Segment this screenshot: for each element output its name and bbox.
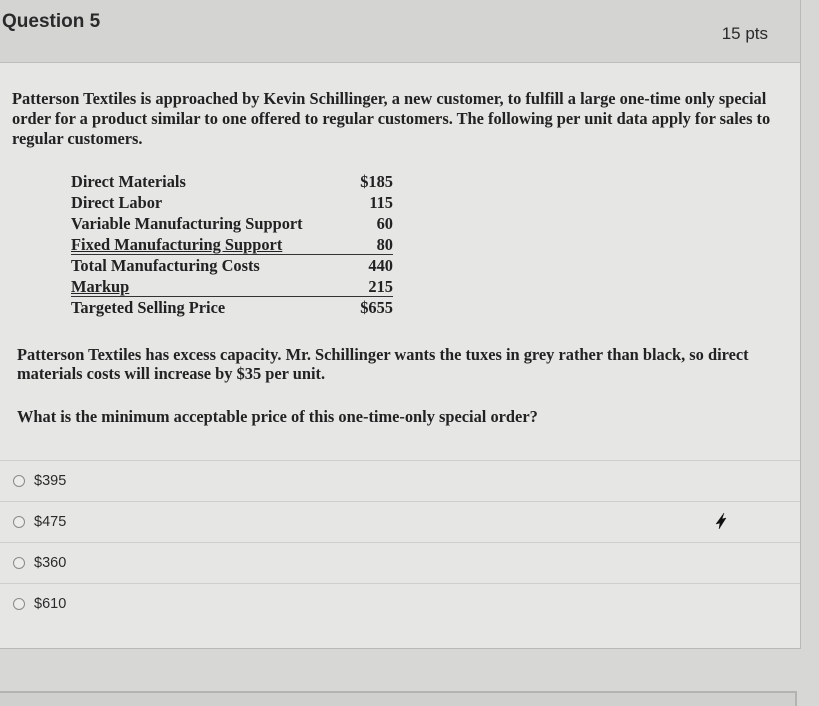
cost-value: 215: [368, 277, 393, 296]
cost-row: [71, 255, 393, 276]
answer-option[interactable]: [0, 583, 800, 624]
radio-button[interactable]: [13, 598, 25, 610]
cost-table: [71, 171, 393, 318]
answer-label[interactable]: $395: [34, 473, 67, 489]
cost-value: $185: [360, 172, 393, 191]
cost-value: 80: [376, 235, 393, 254]
cost-label: Variable Manufacturing Support: [71, 214, 303, 233]
answer-option[interactable]: [0, 460, 800, 501]
answer-list: [0, 460, 800, 624]
radio-button[interactable]: [13, 516, 25, 528]
answer-label[interactable]: $610: [34, 596, 67, 612]
answer-label[interactable]: $360: [34, 555, 67, 571]
cost-label: Fixed Manufacturing Support: [71, 235, 283, 254]
cost-value: $655: [360, 298, 393, 317]
cost-label: Markup: [71, 277, 130, 296]
answer-option[interactable]: [0, 501, 800, 542]
cost-label: Total Manufacturing Costs: [71, 256, 260, 275]
cost-label: Targeted Selling Price: [71, 298, 226, 317]
radio-button[interactable]: [13, 475, 25, 487]
cost-value: 115: [369, 193, 393, 212]
cost-label: Direct Materials: [71, 172, 186, 191]
mouse-pointer-icon: [710, 510, 730, 532]
cost-row: [71, 276, 393, 297]
cost-row: [71, 297, 393, 318]
cost-label: Direct Labor: [71, 193, 163, 212]
answer-option[interactable]: [0, 542, 800, 583]
cost-row: [71, 171, 393, 192]
cost-row: [71, 192, 393, 213]
cost-row: [71, 213, 393, 234]
question-header: [0, 0, 800, 63]
question-prompt: What is the minimum acceptable price of this one-time-only special order?: [17, 407, 538, 426]
answer-label[interactable]: $475: [34, 514, 67, 530]
question-title: Question 5: [2, 11, 101, 32]
question-paragraph: Patterson Textiles has excess capacity. Mr. Schillinger wants the tuxes in grey rather than black, so direct materials costs will increase by $35 per unit.: [17, 345, 749, 383]
cost-value: 440: [368, 256, 393, 275]
next-question-card-edge: [0, 691, 797, 706]
cost-value: 60: [376, 214, 393, 233]
question-intro: Patterson Textiles is approached by Kevin Schillinger, a new customer, to fulfill a large one-time only special order for a product similar to one offered to regular customers. The following per unit data apply for sales to regular customers.: [12, 89, 771, 148]
cost-row: [71, 234, 393, 255]
radio-button[interactable]: [13, 557, 25, 569]
question-points: 15 pts: [721, 24, 768, 43]
